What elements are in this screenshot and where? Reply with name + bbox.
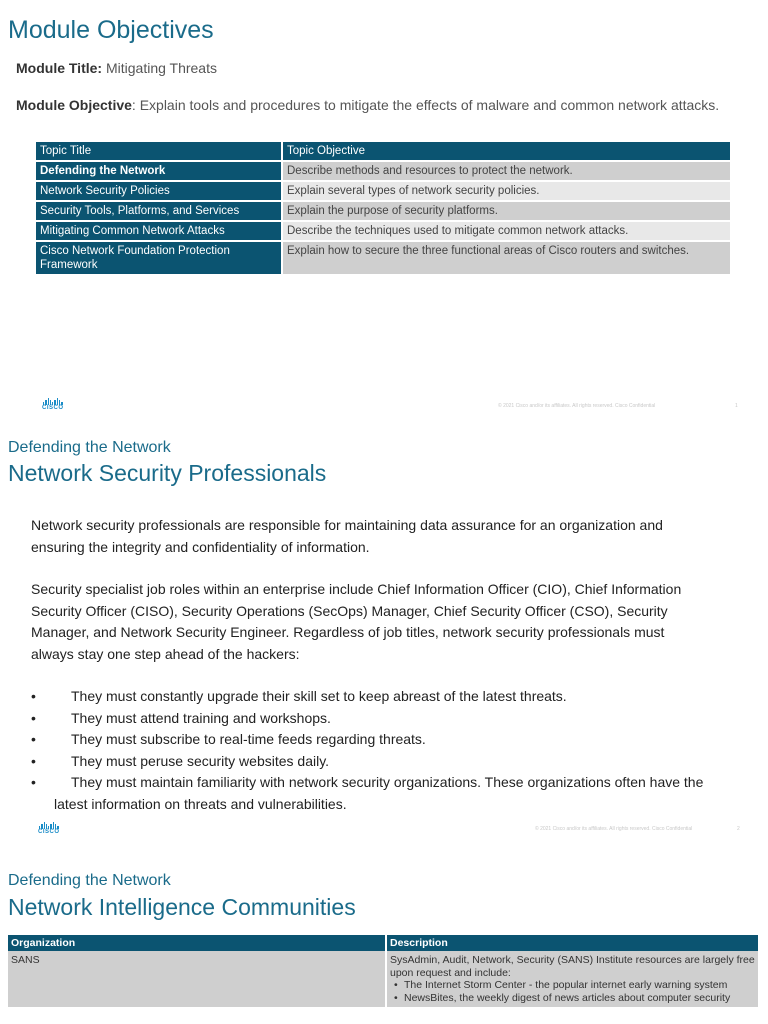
module-title-value: Mitigating Threats [102, 60, 217, 76]
cisco-logo [38, 822, 60, 835]
bullet-icon: • [31, 731, 36, 747]
list-item-text: They must peruse security websites daily. [71, 752, 330, 769]
page-title: Module Objectives [8, 16, 214, 44]
page-title: Network Intelligence Communities [8, 894, 356, 920]
table-row [36, 241, 730, 275]
module-objective-value: : Explain tools and procedures to mitigate the effects of malware and common network attacks. [131, 97, 720, 113]
list-item-text: They must subscribe to real-time feeds regarding threats. [71, 731, 426, 747]
topic-objective-cell: Explain how to secure the three functional areas of Cisco routers and switches. [282, 241, 730, 275]
bullet-icon: • [31, 709, 36, 726]
topic-title-cell: Security Tools, Platforms, and Services [36, 201, 282, 221]
table-header-row [8, 935, 759, 951]
footer-copyright: © 2021 Cisco and/or its affiliates. All rights reserved. Cisco Confidential [535, 826, 693, 832]
cisco-logo-text: CISCO [38, 829, 60, 835]
header-topic-title: Topic Title [36, 142, 282, 161]
topic-objective-cell: Explain several types of network security policies. [282, 181, 730, 201]
section-kicker: Defending the Network [8, 439, 171, 456]
list-item [31, 729, 711, 751]
header-organization: Organization [8, 935, 386, 951]
topic-objective-cell: Describe methods and resources to protect the network. [282, 161, 730, 181]
organizations-table [8, 935, 760, 1007]
slide-network-security-professionals [0, 430, 768, 860]
organization-cell: SANS [8, 951, 386, 1007]
module-objective-label: Module Objective [16, 97, 132, 113]
description-list [390, 979, 755, 1004]
bullet-icon: • [31, 752, 36, 769]
list-item [31, 708, 711, 730]
page-title: Network Security Professionals [8, 460, 327, 486]
module-title-line [16, 60, 217, 76]
topic-title-cell: Network Security Policies [36, 181, 282, 201]
footer-copyright: © 2021 Cisco and/or its affiliates. All rights reserved. Cisco Confidential [498, 403, 656, 409]
topic-title-cell: Defending the Network [36, 161, 282, 181]
table-row [36, 201, 730, 221]
table-row [36, 181, 730, 201]
description-cell [386, 951, 759, 1007]
list-item [31, 686, 711, 708]
list-item [31, 772, 711, 815]
paragraph: Security specialist job roles within an enterprise include Chief Information Officer (CIO), Chief Information Security Officer (CISO), Security Operations (SecOps) Manager, Chief Security Officer (CSO), Security Manager, and Network Security Engineer. Regardless of job titles, network security professionals must always stay one step ahead of the hackers: [31, 581, 682, 662]
list-item-text: They must attend training and workshops. [71, 709, 331, 726]
slide-network-intelligence-communities [0, 860, 768, 1024]
header-topic-objective: Topic Objective [282, 142, 730, 161]
page-number: 1 [735, 403, 738, 409]
list-item: • NewsBites, the weekly digest of news articles about computer security [404, 992, 755, 1005]
bullet-icon: • [31, 688, 36, 704]
bullet-list [31, 686, 711, 815]
list-item-text: They must constantly upgrade their skill set to keep abreast of the latest threats. [71, 688, 567, 704]
cisco-logo-text: CISCO [42, 405, 64, 411]
section-kicker: Defending the Network [8, 872, 171, 889]
list-item: • The Internet Storm Center - the popular internet early warning system [404, 979, 755, 992]
table-row [8, 951, 759, 1007]
table-header-row [36, 142, 730, 161]
bullet-icon: • [31, 774, 36, 790]
table-row [36, 161, 730, 181]
list-item [31, 751, 711, 773]
cisco-logo [42, 398, 64, 411]
topics-table [36, 142, 730, 276]
header-description: Description [386, 935, 759, 951]
table-row [36, 221, 730, 241]
topic-title-cell: Cisco Network Foundation Protection Framework [36, 241, 282, 275]
module-title-label: Module Title: [16, 60, 103, 76]
cisco-bars-icon [42, 398, 64, 405]
module-objective-line [16, 96, 728, 114]
topic-title-cell: Mitigating Common Network Attacks [36, 221, 282, 241]
topic-objective-cell: Explain the purpose of security platforms. [282, 201, 730, 221]
page-number: 2 [737, 826, 740, 832]
list-item-text: They must maintain familiarity with network security organizations. These organizations often have the latest information on threats and vulnerabilities. [54, 774, 704, 812]
description-intro: SysAdmin, Audit, Network, Security (SANS) Institute resources are largely free upon request and include: [390, 954, 755, 979]
slide-module-objectives [0, 0, 768, 430]
topic-objective-cell: Describe the techniques used to mitigate common network attacks. [282, 221, 730, 241]
paragraph: Network security professionals are responsible for maintaining data assurance for an organization and ensuring the integrity and confidentiality of information. [31, 517, 663, 555]
cisco-bars-icon [38, 822, 60, 829]
